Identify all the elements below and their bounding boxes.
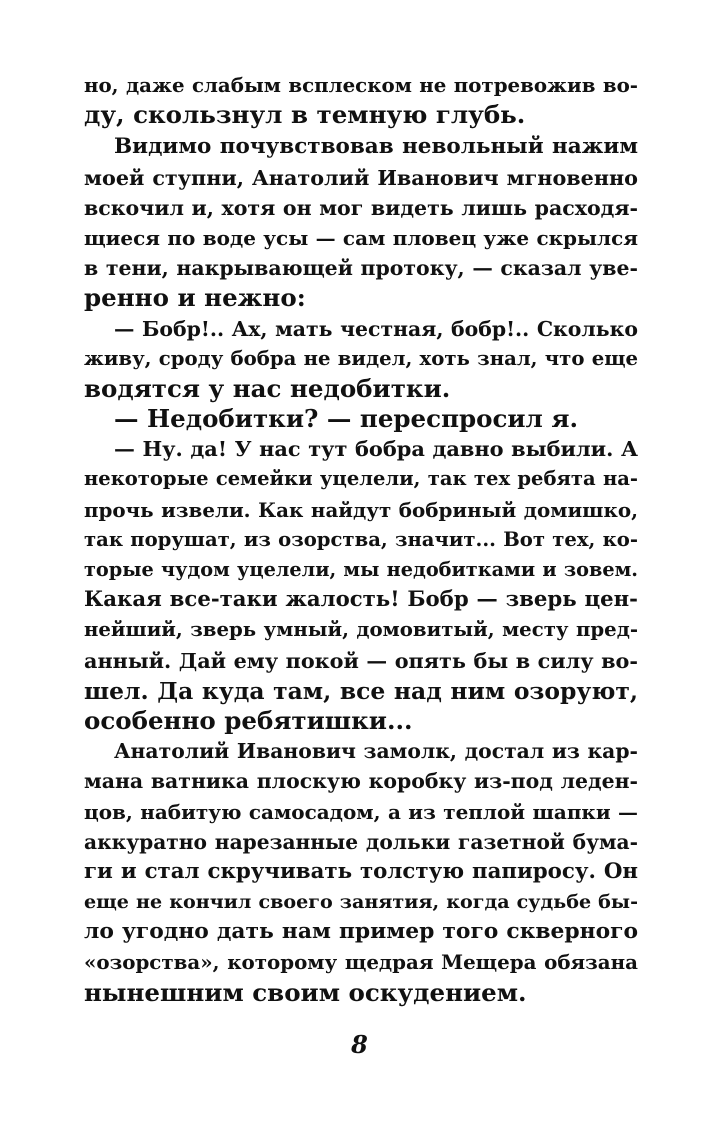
text-line: еще не кончил своего занятия, когда судьбе бы- [84, 890, 638, 914]
paragraph [84, 404, 638, 434]
body-text [84, 70, 638, 1008]
text-line: ду, скользнул в темную глубь. [84, 100, 526, 130]
text-line: аккуратно нарезанные дольки газетной бума- [84, 829, 638, 854]
paragraph [84, 70, 638, 130]
text-line: мана ватника плоскую коробку из-под леден- [84, 769, 638, 794]
text-line: шел. Да куда там, все над ним озоруют, [84, 676, 638, 705]
text-line: но, даже слабым всплеском не потревожив во- [84, 73, 638, 97]
text-line: Анатолий Иванович замолк, достал из кар- [114, 739, 638, 764]
text-line: особенно ребятишки... [84, 705, 413, 735]
text-line: некоторые семейки уцелели, так тех ребята на- [84, 467, 638, 491]
paragraph [84, 314, 638, 405]
text-line: — Ну. да! У нас тут бобра давно выбили. А [114, 436, 638, 462]
text-line: щиеся по воде усы — сам пловец уже скрылся [84, 225, 638, 250]
text-line: прочь извели. Как найдут бобриный домишко, [84, 497, 638, 522]
paragraph [84, 434, 638, 736]
text-line: нейший, зверь умный, домовитый, месту пред- [84, 618, 638, 642]
text-line: моей ступни, Анатолий Иванович мгновенно [84, 165, 638, 190]
text-line: вскочил и, хотя он мог видеть лишь расходя- [84, 195, 638, 220]
text-line: Видимо почувствовав невольный нажим [114, 134, 638, 160]
text-line: так порушат, из озорства, значит... Вот тех, ко- [84, 527, 638, 551]
text-line: в тени, накрывающей протоку, — сказал уве- [84, 256, 638, 281]
text-line: Какая все-таки жалость! Бобр — зверь цен- [84, 587, 638, 613]
text-line: — Бобр!.. Ах, мать честная, бобр!.. Сколько [114, 316, 638, 341]
text-line: ги и стал скручивать толстую папиросу. Он [84, 858, 638, 884]
text-line: водятся у нас недобитки. [84, 373, 451, 403]
text-line: торые чудом уцелели, мы недобитками и зовем. [84, 558, 638, 581]
text-line: нынешним своим оскудением. [84, 977, 527, 1007]
text-line: «озорства», которому щедрая Мещера обязана [84, 950, 638, 975]
page-number: 8 [351, 1030, 368, 1059]
text-line: анный. Дай ему покой — опять бы в силу во- [84, 648, 638, 673]
text-line: ло угодно дать нам пример того скверного [84, 919, 638, 945]
text-line: цов, набитую самосадом, а из теплой шапки — [84, 799, 638, 824]
paragraph [84, 736, 638, 1008]
paragraph [84, 132, 638, 313]
text-line: живу, сроду бобра не видел, хоть знал, что еще [84, 346, 638, 370]
text-line: ренно и нежно: [84, 283, 306, 313]
text-line: — Недобитки? — переспросил я. [114, 404, 578, 434]
